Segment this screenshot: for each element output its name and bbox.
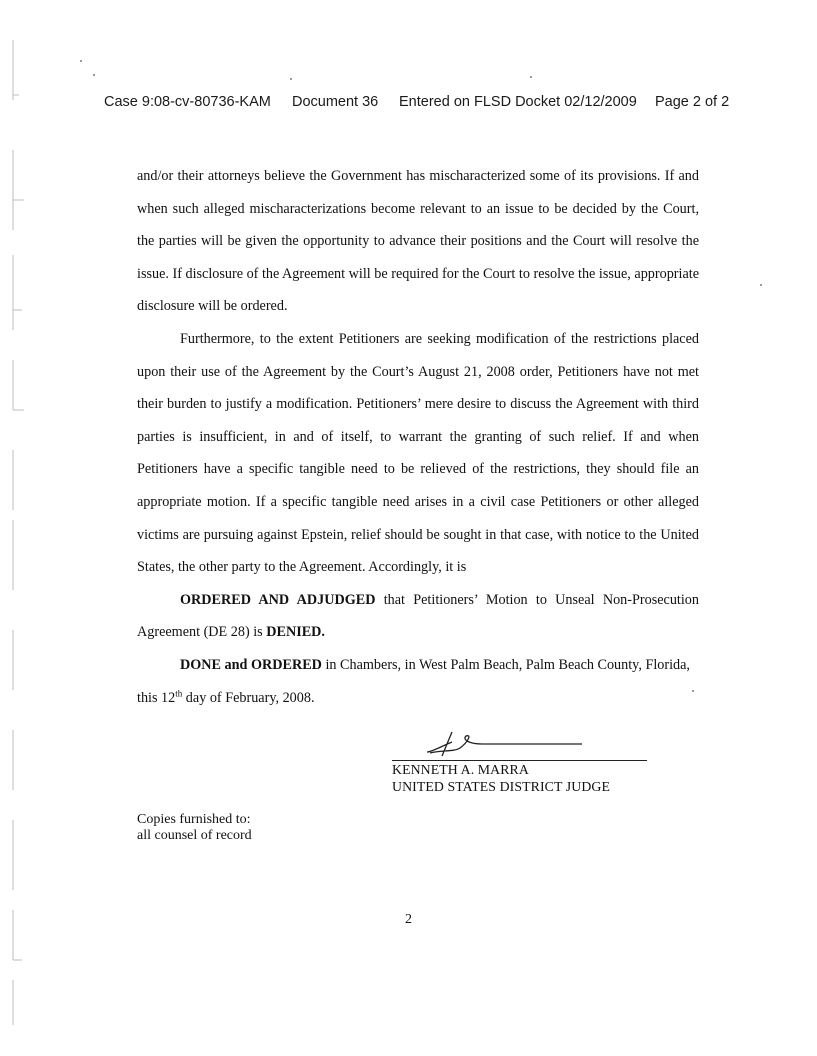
- done-ordered-label: DONE and ORDERED: [180, 656, 322, 673]
- judge-title: UNITED STATES DISTRICT JUDGE: [392, 779, 610, 794]
- copies-furnished: Copies furnished to: all counsel of record: [137, 812, 252, 843]
- date-line: this 12th day of February, 2008.: [137, 687, 315, 706]
- scan-speck: [80, 60, 82, 62]
- case-number: Case 9:08-cv-80736-KAM: [104, 94, 271, 110]
- page-of: Page 2 of 2: [655, 94, 730, 110]
- page-number: 2: [405, 912, 412, 927]
- signature-block: [392, 722, 654, 795]
- handwritten-signature: [392, 722, 592, 760]
- paragraph-furthermore: Furthermore, to the extent Petitioners are seeking modification of the restrictions placed upon their use of the Agreement by the Court’s August 21, 2008 order, Petitioners have not met their burden to justify a modification. Petitioners’ mere desire to discuss the Agreement with third parties is insufficient, in and of itself, to warrant the granting of such relief. If and when Petitioners have a specific tangible need to be relieved of the restrictions, they should file an appropriate motion. If a specific tangible need arises in a civil case Petitioners or other alleged victims are pursuing against Epstein, relief should be sought in that case, with notice to the United States, the other party to the Agreement. Accordingly, it is: [137, 330, 699, 576]
- ordered-text: that Petitioners’ Motion to Unseal Non-Prosecution Agreement (DE 28) is: [137, 591, 699, 641]
- scan-edge-artifact: [10, 30, 26, 1030]
- scan-speck: [760, 284, 762, 286]
- scan-speck: [290, 78, 292, 80]
- judge-name: KENNETH A. MARRA: [392, 762, 529, 777]
- paragraph-ordered: [137, 584, 699, 649]
- denied-label: DENIED.: [266, 624, 325, 641]
- entered-date: Entered on FLSD Docket 02/12/2009: [399, 94, 637, 110]
- paragraph-continued: and/or their attorneys believe the Government has mischaracterized some of its provisions. If and when such alleged mischaracterizations become relevant to an issue to be decided by the Court, the parties will be given the opportunity to advance their positions and the Court will resolve the issue. If disclosure of the Agreement will be required for the Court to resolve the issue, appropriate disclosure will be ordered.: [137, 168, 699, 315]
- document-number: Document 36: [292, 94, 379, 110]
- done-text: in Chambers, in West Palm Beach, Palm Beach County, Florida,: [321, 656, 690, 673]
- ordered-adjudged-label: ORDERED AND ADJUDGED: [180, 591, 376, 608]
- scan-speck: [93, 74, 95, 76]
- order-body: [137, 160, 699, 714]
- scan-speck: [530, 76, 532, 78]
- paragraph-done: [137, 649, 699, 682]
